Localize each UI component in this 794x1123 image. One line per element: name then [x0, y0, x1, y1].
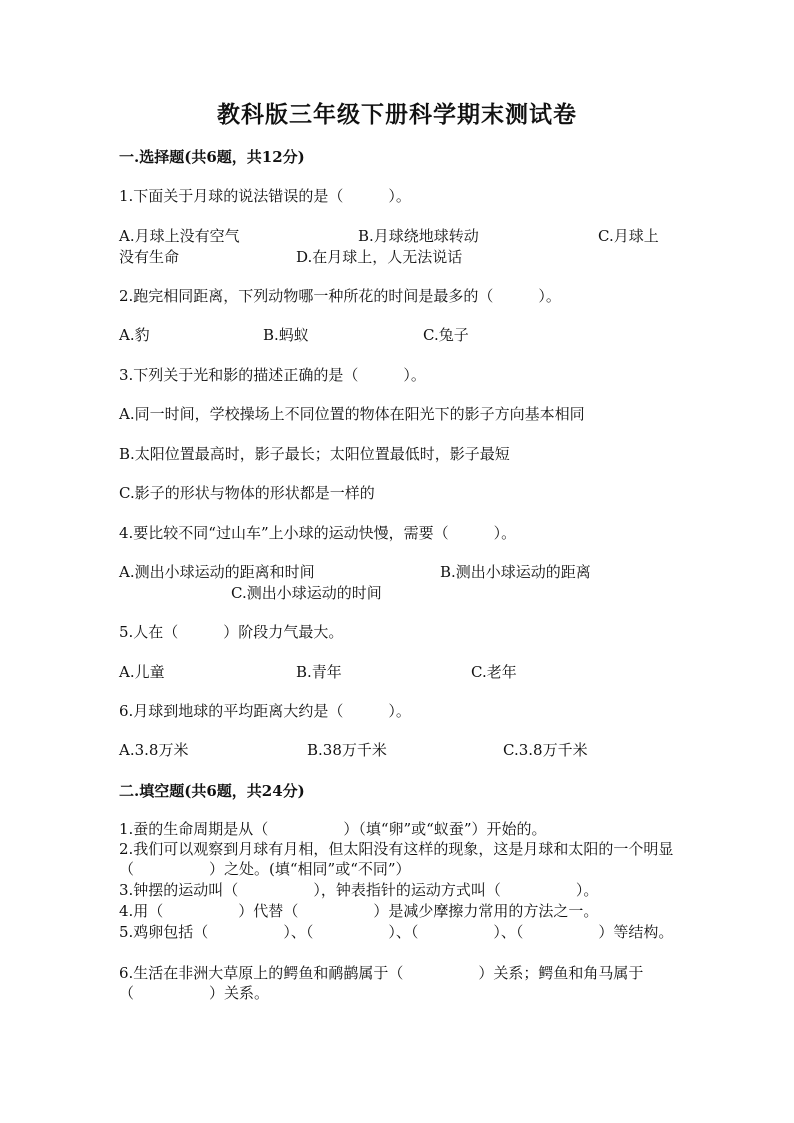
- option-b: B.青年: [296, 663, 342, 681]
- option-b: B.月球绕地球转动: [358, 227, 479, 245]
- fill-blank-item: 4.用（ ）代替（ ）是减少摩擦力常用的方法之一。: [119, 902, 599, 920]
- fill-blank-item: 1.蚕的生命周期是从（ ）（填“卵”或“蚁蚕”）开始的。: [119, 820, 547, 838]
- option-a: A.3.8万米: [119, 741, 189, 759]
- question-stem: 3.下列关于光和影的描述正确的是（ ）。: [119, 366, 426, 384]
- section-heading-choice: 一.选择题(共6题，共12分): [119, 148, 305, 166]
- option-a: A.同一时间，学校操场上不同位置的物体在阳光下的影子方向基本相同: [119, 405, 585, 423]
- question-stem: 4.要比较不同“过山车”上小球的运动快慢，需要（ ）。: [119, 524, 517, 542]
- option-c: C.老年: [471, 663, 517, 681]
- fill-blank-item: 5.鸡卵包括（ ）、（ ）、（ ）、（ ）等结构。: [119, 923, 674, 941]
- question-stem: 2.跑完相同距离，下列动物哪一种所花的时间是最多的（ ）。: [119, 287, 561, 305]
- option-a: A.月球上没有空气: [119, 227, 240, 245]
- question-stem: 1.下面关于月球的说法错误的是（ ）。: [119, 187, 411, 205]
- option-c: C.兔子: [423, 326, 469, 344]
- option-a: A.测出小球运动的距离和时间: [119, 563, 315, 581]
- option-c: C.月球上: [598, 227, 659, 245]
- option-c: C.3.8万千米: [503, 741, 588, 759]
- section-heading-fill-blank: 二.填空题(共6题，共24分): [119, 782, 305, 800]
- option-a: A.儿童: [119, 663, 165, 681]
- option-d: D.在月球上，人无法说话: [296, 248, 463, 266]
- question-stem: 6.月球到地球的平均距离大约是（ ）。: [119, 702, 411, 720]
- question-stem: 5.人在（ ）阶段力气最大。: [119, 623, 344, 641]
- option-b: B.38万千米: [307, 741, 387, 759]
- option-b: B.测出小球运动的距离: [440, 563, 591, 581]
- fill-blank-item: 3.钟摆的运动叫（ ），钟表指针的运动方式叫（ ）。: [119, 881, 599, 899]
- page-title: 教科版三年级下册科学期末测试卷: [217, 101, 577, 128]
- fill-blank-item: 2.我们可以观察到月球有月相，但太阳没有这样的现象，这是月球和太阳的一个明显（ ）之处。(填“相同”或“不同”）: [119, 840, 674, 878]
- option-c: C.影子的形状与物体的形状都是一样的: [119, 484, 375, 502]
- option-c-continued: 没有生命: [119, 248, 180, 266]
- option-b: B.蚂蚁: [263, 326, 309, 344]
- fill-blank-item: 6.生活在非洲大草原上的鳄鱼和鸸鹋属于（ ）关系；鳄鱼和角马属于（ ）关系。: [119, 964, 644, 1002]
- option-b: B.太阳位置最高时，影子最长；太阳位置最低时，影子最短: [119, 445, 510, 463]
- option-c: C.测出小球运动的时间: [231, 584, 382, 602]
- option-a: A.豹: [119, 326, 150, 344]
